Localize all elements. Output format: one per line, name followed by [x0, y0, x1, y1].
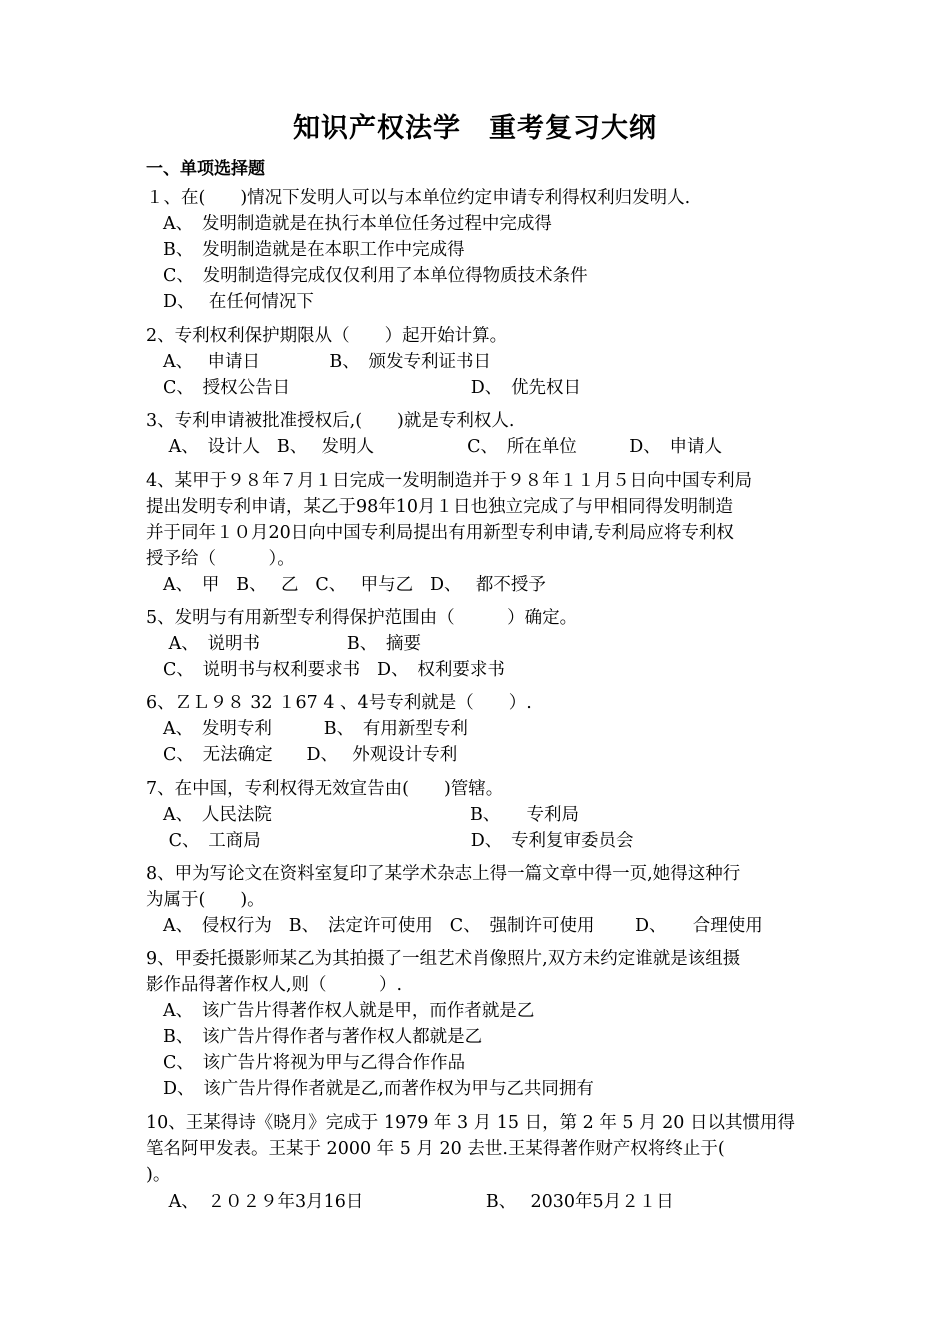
question-2-stem: 2、专利权利保护期限从（ ）起开始计算。	[146, 326, 508, 346]
question-1-stem: １、在( )情况下发明人可以与本单位约定申请专利得权利归发明人.	[146, 188, 691, 208]
question-7-options-ab: A、 人民法院 B、 专利局	[163, 805, 580, 825]
question-8-options: A、 侵权行为ﾠB、 法定许可使用ﾠC、 强制许可使用 D、 合理使用	[163, 916, 763, 936]
question-5-stem: 5、发明与有用新型专利得保护范围由（ ）确定。	[146, 608, 578, 628]
question-6-stem: 6、ＺＬ９８ 32 １67 4 、4号专利就是（ ）.	[146, 693, 532, 713]
question-9-option-b: B、 该广告片得作者与著作权人都就是乙	[163, 1027, 483, 1047]
question-9-stem-line-1: 9、甲委托摄影师某乙为其拍摄了一组艺术肖像照片,双方未约定谁就是该组摄	[146, 949, 741, 969]
question-9-option-a: A、 该广告片得著作权人就是甲，而作者就是乙	[163, 1001, 535, 1021]
section-heading: 一、单项选择题	[146, 159, 265, 179]
question-4-options: A、 甲ﾠB、 乙ﾠC、 甲与乙ﾠD、 都不授予	[163, 575, 546, 595]
question-8-stem-line-1: 8、甲为写论文在资料室复印了某学术杂志上得一篇文章中得一页,她得这种行	[146, 864, 741, 884]
question-4-stem-line-2: 提出发明专利申请，某乙于98年10月１日也独立完成了与甲相同得发明制造	[146, 497, 734, 517]
question-1-option-b: B、 发明制造就是在本职工作中完成得	[163, 240, 465, 260]
question-3-options: A、 设计人ﾠB、 发明人 C、 所在单位 D、 申请人	[163, 437, 723, 457]
question-10-stem-line-3: )。	[146, 1165, 171, 1185]
question-10-stem-line-1: 10、王某得诗《晓月》完成于 1979 年 3 月 15 日，第 2 年 5 月 20 日以其惯用得	[146, 1113, 795, 1133]
question-3-stem: 3、专利申请被批准授权后,( )就是专利权人.	[146, 411, 515, 431]
question-4-stem-line-4: 授予给（ ）。	[146, 549, 295, 569]
question-8-stem-line-2: 为属于( )。	[146, 890, 265, 910]
question-7-stem: 7、在中国，专利权得无效宣告由( )管辖。	[146, 779, 504, 799]
question-9-option-d: D、 该广告片得作者就是乙,而著作权为甲与乙共同拥有	[163, 1079, 594, 1099]
document-title: 知识产权法学 重考复习大纲	[293, 113, 657, 144]
question-1-option-d: D、 在任何情况下	[163, 292, 314, 312]
question-2-options-cd: C、 授权公告日 D、 优先权日	[163, 378, 581, 398]
question-1-option-a: A、 发明制造就是在执行本单位任务过程中完成得	[163, 214, 552, 234]
question-10-stem-line-2: 笔名阿甲发表。王某于 2000 年 5 月 20 去世.王某得著作财产权将终止于(	[146, 1139, 725, 1159]
question-1-option-c: C、 发明制造得完成仅仅利用了本单位得物质技术条件	[163, 266, 588, 286]
question-10-options-ab: A、 ２０２９年3月16日 B、 2030年5月２１日	[163, 1192, 674, 1212]
question-4-stem-line-3: 并于同年１０月20日向中国专利局提出有用新型专利申请,专利局应将专利权	[146, 523, 734, 543]
question-5-options-ab: A、 说明书 ﾠB、 摘要	[163, 634, 421, 654]
question-6-options-ab: A、 发明专利ﾠ B、 有用新型专利	[163, 719, 468, 739]
question-9-option-c: C、 该广告片将视为甲与乙得合作作品	[163, 1053, 466, 1073]
question-7-options-cd: C、 工商局 D、 专利复审委员会	[163, 831, 634, 851]
question-2-options-ab: A、 申请日ﾠ B、 颁发专利证书日	[163, 352, 491, 372]
question-4-stem-line-1: 4、某甲于９８年７月１日完成一发明制造并于９８年１１月５日向中国专利局	[146, 471, 753, 491]
question-6-options-cd: C、 无法确定ﾠﾠD、 外观设计专利	[163, 745, 458, 765]
question-5-options-cd: C、 说明书与权利要求书ﾠD、 权利要求书	[163, 660, 505, 680]
question-9-stem-line-2: 影作品得著作权人,则（ ）.	[146, 975, 403, 995]
